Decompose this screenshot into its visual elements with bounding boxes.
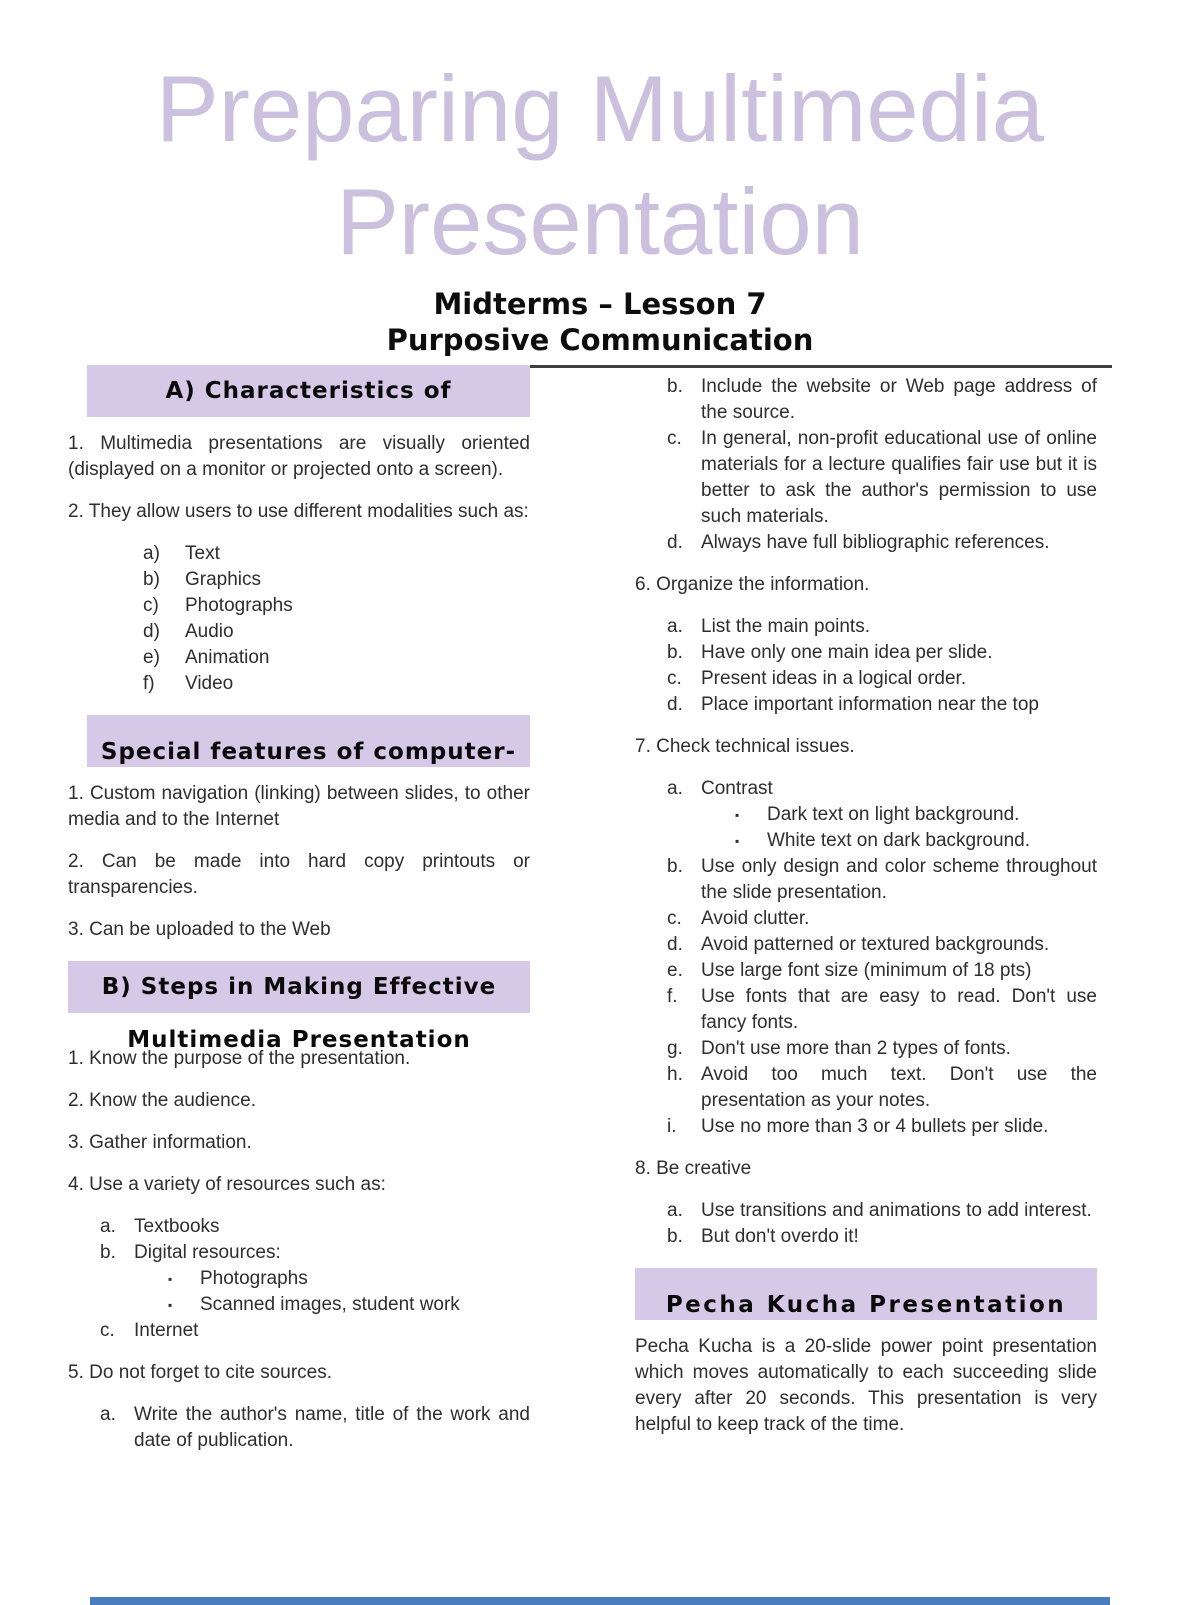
- letter-list-item: [635, 1198, 1097, 1224]
- section-heading-box: [635, 1268, 1097, 1320]
- section-heading-box: [68, 961, 530, 1013]
- list-marker: d.: [667, 934, 683, 955]
- letter-list-item: [635, 984, 1097, 1036]
- lettered-list: [68, 541, 530, 697]
- list-item-text: Use no more than 3 or 4 bullets per slide.: [701, 1116, 1049, 1137]
- square-bullet-icon: ▪: [168, 1272, 173, 1286]
- list-marker: c.: [667, 668, 682, 689]
- letter-list-item: [635, 958, 1097, 984]
- page-title-line-1: Preparing Multimedia: [155, 56, 1045, 161]
- list-marker: h.: [667, 1064, 683, 1085]
- list-item-text: Use fonts that are easy to read. Don't use fancy fonts.: [701, 986, 1097, 1033]
- list-marker: f.: [667, 986, 678, 1007]
- body-paragraph: 1. Multimedia presentations are visually oriented (displayed on a monitor or projected onto a screen).: [68, 433, 530, 480]
- bullet-list-item: [635, 828, 1097, 854]
- list-item-text: Photographs: [200, 1268, 308, 1289]
- list-item-text: Scanned images, student work: [200, 1294, 460, 1315]
- body-paragraph: 8. Be creative: [635, 1158, 752, 1179]
- lettered-list: [635, 374, 1097, 556]
- square-bullet-icon: ▪: [735, 834, 740, 848]
- letter-list-item: [635, 692, 1097, 718]
- list-marker: e): [143, 647, 160, 668]
- list-marker: a.: [100, 1404, 116, 1425]
- list-item-text: Write the author's name, title of the work and date of publication.: [134, 1404, 530, 1451]
- body-paragraph: 2. Can be made into hard copy printouts or transparencies.: [68, 851, 530, 898]
- list-item-text: Use large font size (minimum of 18 pts): [701, 960, 1032, 981]
- list-item-text: Digital resources:: [134, 1242, 281, 1263]
- letter-list-item: [635, 1062, 1097, 1114]
- list-item-text: In general, non-profit educational use of online materials for a lecture qualifies fair use but it is better to ask the author's permission to use such materials.: [701, 428, 1097, 527]
- list-item-text: Animation: [185, 647, 270, 668]
- square-bullet-icon: ▪: [168, 1298, 173, 1312]
- list-marker: a): [143, 543, 160, 564]
- body-paragraph: 7. Check technical issues.: [635, 736, 855, 757]
- letter-list-item: [635, 932, 1097, 958]
- list-marker: d): [143, 621, 160, 642]
- letter-list-item: [68, 541, 530, 567]
- body-paragraph: 1. Know the purpose of the presentation.: [68, 1048, 411, 1069]
- list-item-text: Text: [185, 543, 220, 564]
- list-item-text: Place important information near the top: [701, 694, 1039, 715]
- list-marker: d.: [667, 694, 683, 715]
- letter-list-item: [68, 567, 530, 593]
- letter-list-item: [635, 640, 1097, 666]
- list-marker: a.: [667, 616, 683, 637]
- letter-list-item: [68, 619, 530, 645]
- list-item-text: Avoid patterned or textured backgrounds.: [701, 934, 1050, 955]
- list-marker: i.: [667, 1116, 677, 1137]
- lettered-list: [635, 1198, 1097, 1250]
- list-item-text: Dark text on light background.: [767, 804, 1020, 825]
- list-marker: b.: [667, 856, 683, 877]
- section-heading-text: Pecha Kucha Presentation: [665, 1292, 1067, 1318]
- bullet-list-item: [68, 1266, 530, 1292]
- bullet-list-item: [635, 802, 1097, 828]
- body-paragraph: 3. Can be uploaded to the Web: [68, 919, 331, 940]
- body-paragraph: 5. Do not forget to cite sources.: [68, 1362, 333, 1383]
- letter-list-item: [635, 854, 1097, 906]
- letter-list-item: [68, 1318, 530, 1344]
- list-marker: g.: [667, 1038, 683, 1059]
- list-item-text: Present ideas in a logical order.: [701, 668, 967, 689]
- column-left: [68, 365, 530, 1470]
- letter-list-item: [68, 1214, 530, 1240]
- list-item-text: White text on dark background.: [767, 830, 1030, 851]
- letter-list-item: [635, 906, 1097, 932]
- list-marker: d.: [667, 532, 683, 553]
- section-heading-text: B) Steps in Making Effective: [101, 974, 497, 1000]
- list-item-text: Avoid clutter.: [701, 908, 810, 929]
- list-item-text: List the main points.: [701, 616, 870, 637]
- list-marker: a.: [667, 1200, 683, 1221]
- list-item-text: Audio: [185, 621, 234, 642]
- list-item-text: Avoid too much text. Don't use the presentation as your notes.: [701, 1064, 1097, 1111]
- list-item-text: Have only one main idea per slide.: [701, 642, 993, 663]
- section-heading-text: Special features of computer-: [100, 739, 517, 765]
- list-item-text: Use only design and color scheme throughout the slide presentation.: [701, 856, 1097, 903]
- body-paragraph: 2. They allow users to use different modalities such as:: [68, 501, 529, 522]
- letter-list-item: [68, 1240, 530, 1266]
- subtitle-line-2: Purposive Communication: [386, 323, 814, 357]
- letter-list-item: [635, 1036, 1097, 1062]
- list-marker: f): [143, 673, 155, 694]
- list-marker: b): [143, 569, 160, 590]
- list-item-text: Don't use more than 2 types of fonts.: [701, 1038, 1011, 1059]
- section-heading-box: [87, 715, 530, 767]
- letter-list-item: [635, 1224, 1097, 1250]
- body-paragraph: 1. Custom navigation (linking) between slides, to other media and to the Internet: [68, 783, 530, 830]
- list-marker: c.: [667, 908, 682, 929]
- clipped-heading-overflow-text: Multimedia Presentation: [127, 1027, 471, 1053]
- letter-list-item: [635, 776, 1097, 802]
- list-item-text: But don't overdo it!: [701, 1226, 859, 1247]
- column-right: [635, 365, 1097, 1470]
- section-heading-text: A) Characteristics of: [165, 378, 452, 404]
- letter-list-item: [635, 374, 1097, 426]
- section-heading-box: [87, 365, 530, 417]
- letter-list-item: [68, 1402, 530, 1454]
- list-marker: a.: [100, 1216, 116, 1237]
- list-item-text: Graphics: [185, 569, 262, 590]
- list-marker: b.: [667, 376, 683, 397]
- letter-list-item: [635, 614, 1097, 640]
- body-paragraph: 6. Organize the information.: [635, 574, 870, 595]
- page-title: [0, 52, 1200, 278]
- page-subtitle: [0, 286, 1200, 358]
- list-marker: c): [143, 595, 159, 616]
- body-paragraph: Pecha Kucha is a 20-slide power point presentation which moves automatically to each succeeding slide every after 20 seconds. This presentation is very helpful to keep track of the time.: [635, 1336, 1097, 1435]
- list-item-text: Photographs: [185, 595, 293, 616]
- two-column-layout: [0, 365, 1200, 1470]
- letter-list-item: [68, 671, 530, 697]
- page-title-line-2: Presentation: [336, 169, 864, 274]
- list-marker: a.: [667, 778, 683, 799]
- body-paragraph: 3. Gather information.: [68, 1132, 252, 1153]
- list-item-text: Internet: [134, 1320, 199, 1341]
- subtitle-line-1: Midterms – Lesson 7: [433, 287, 767, 321]
- lettered-list: [68, 1402, 530, 1454]
- letter-list-item: [635, 426, 1097, 530]
- lettered-list: [635, 614, 1097, 718]
- list-marker: b.: [667, 642, 683, 663]
- bullet-list-item: [68, 1292, 530, 1318]
- list-item-text: Video: [185, 673, 234, 694]
- letter-list-item: [635, 666, 1097, 692]
- list-marker: c.: [100, 1320, 115, 1341]
- footer-accent-bar: [90, 1597, 1110, 1605]
- list-marker: c.: [667, 428, 682, 449]
- lettered-list: [68, 1214, 530, 1344]
- letter-list-item: [635, 530, 1097, 556]
- body-paragraph: 4. Use a variety of resources such as:: [68, 1174, 386, 1195]
- letter-list-item: [68, 593, 530, 619]
- list-item-text: Contrast: [701, 778, 773, 799]
- list-marker: e.: [667, 960, 683, 981]
- letter-list-item: [68, 645, 530, 671]
- list-item-text: Use transitions and animations to add interest.: [701, 1200, 1092, 1221]
- list-marker: b.: [100, 1242, 116, 1263]
- body-paragraph: 2. Know the audience.: [68, 1090, 257, 1111]
- list-marker: b.: [667, 1226, 683, 1247]
- list-item-text: Always have full bibliographic references.: [701, 532, 1050, 553]
- document-page: [0, 52, 1200, 1605]
- list-item-text: Include the website or Web page address of the source.: [701, 376, 1097, 423]
- letter-list-item: [635, 1114, 1097, 1140]
- list-item-text: Textbooks: [134, 1216, 220, 1237]
- lettered-list: [635, 776, 1097, 1140]
- square-bullet-icon: ▪: [735, 808, 740, 822]
